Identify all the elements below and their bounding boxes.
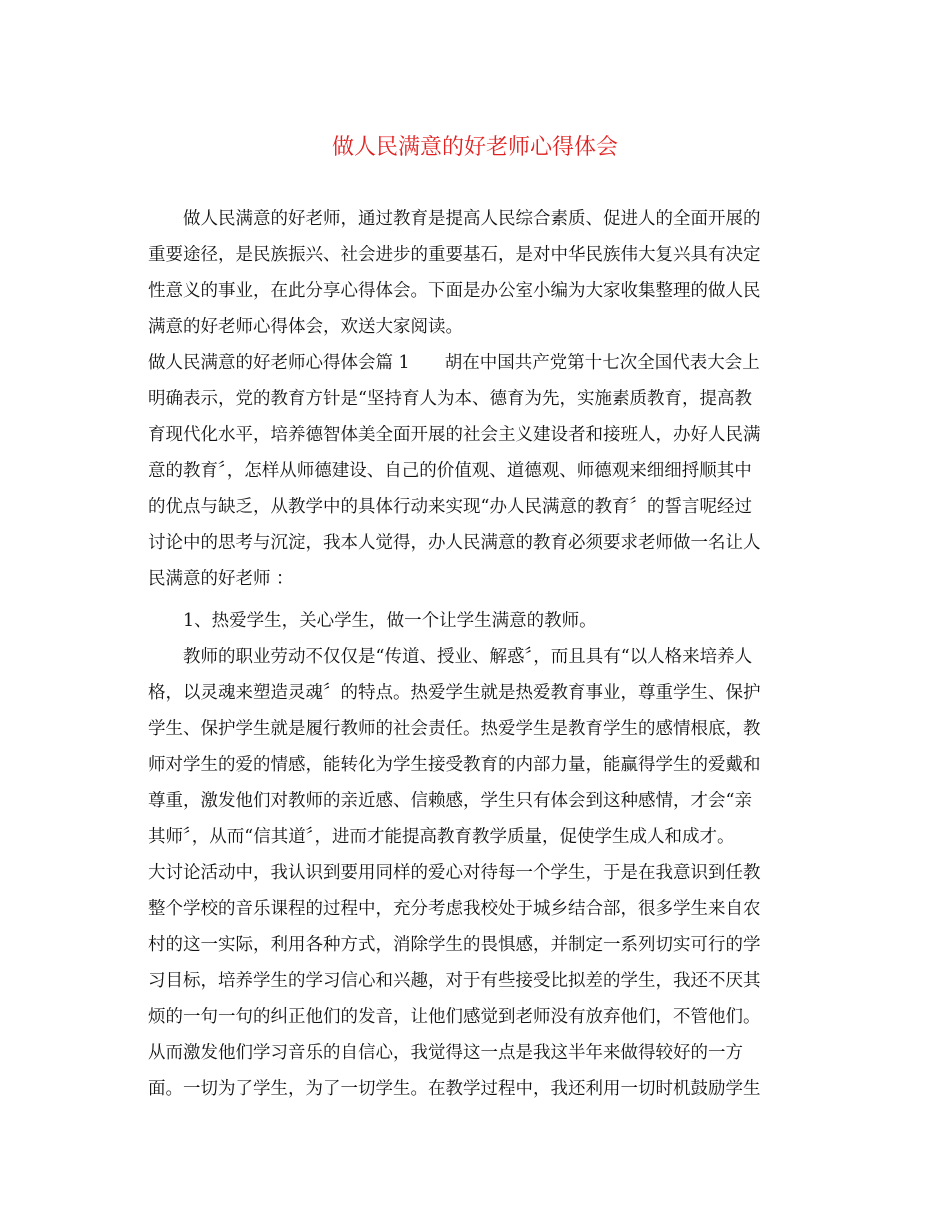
paragraph-line: 从而激发他们学习音乐的自信心，我觉得这一点是我这半年来做得较好的一方	[148, 1043, 743, 1063]
paragraph-line: 教师的职业劳动不仅仅是“传道、授业、解惑〞，而且具有“以人格来培养人	[183, 647, 753, 667]
paragraph-line: 明确表示，党的教育方针是“坚持育人为本、德育为先，实施素质教育，提高教	[148, 389, 752, 409]
paragraph-line: 大讨论活动中，我认识到要用同样的爱心对待每一个学生，于是在我意识到任教	[148, 863, 761, 883]
paragraph-line: 其师〞，从而“信其道〞，进而才能提高教育教学质量，促使学生成人和成才。	[148, 827, 735, 847]
paragraph-line: 的优点与缺乏，从教学中的具体行动来实现“办人民满意的教育〞的誓言呢经过	[148, 497, 752, 517]
section-heading: 1、热爱学生，关心学生，做一个让学生满意的教师。	[183, 611, 597, 631]
paragraph-line: 性意义的事业，在此分享心得体会。下面是办公室小编为大家收集整理的做人民	[148, 281, 761, 301]
paragraph-line: 面。一切为了学生，为了一切学生。在教学过程中，我还利用一切时机鼓励学生	[148, 1079, 761, 1099]
paragraph-line: 讨论中的思考与沉淀，我本人觉得，办人民满意的教育必须要求老师做一名让人	[148, 533, 761, 553]
paragraph-line: 师对学生的爱的情感，能转化为学生接受教育的内部力量，能赢得学生的爱戴和	[148, 755, 761, 775]
paragraph-line: 做人民满意的好老师心得体会篇 1 胡在中国共产党第十七次全国代表大会上	[148, 353, 760, 373]
document-title: 做人民满意的好老师心得体会	[331, 135, 618, 160]
paragraph-line: 烦的一句一句的纠正他们的发音，让他们感觉到老师没有放弃他们，不管他们。	[148, 1007, 761, 1027]
paragraph-line: 育现代化水平，培养德智体美全面开展的社会主义建设者和接班人，办好人民满	[148, 425, 761, 445]
paragraph-line: 满意的好老师心得体会，欢送大家阅读。	[148, 317, 463, 337]
paragraph-line: 村的这一实际，利用各种方式，消除学生的畏惧感，并制定一系列切实可行的学	[148, 935, 761, 955]
paragraph-line: 习目标，培养学生的学习信心和兴趣，对于有些接受比拟差的学生，我还不厌其	[148, 971, 761, 991]
paragraph-line: 尊重，激发他们对教师的亲近感、信赖感，学生只有体会到这种感情，才会“亲	[148, 791, 752, 811]
paragraph-line: 整个学校的音乐课程的过程中，充分考虑我校处于城乡结合部，很多学生来自农	[148, 899, 761, 919]
paragraph-line: 做人民满意的好老师，通过教育是提高人民综合素质、促进人的全面开展的	[183, 209, 761, 229]
paragraph-line: 学生、保护学生就是履行教师的社会责任。热爱学生是教育学生的感情根底，教	[148, 719, 761, 739]
paragraph-line: 民满意的好老师 ：	[148, 569, 294, 589]
paragraph-line: 重要途径，是民族振兴、社会进步的重要基石，是对中华民族伟大复兴具有决定	[148, 245, 761, 265]
paragraph-line: 格，以灵魂来塑造灵魂〞的特点。热爱学生就是热爱教育事业，尊重学生、保护	[148, 683, 761, 703]
paragraph-line: 意的教育〞，怎样从师德建设、自己的价值观、道德观、师德观来细细捋顺其中	[148, 461, 752, 481]
